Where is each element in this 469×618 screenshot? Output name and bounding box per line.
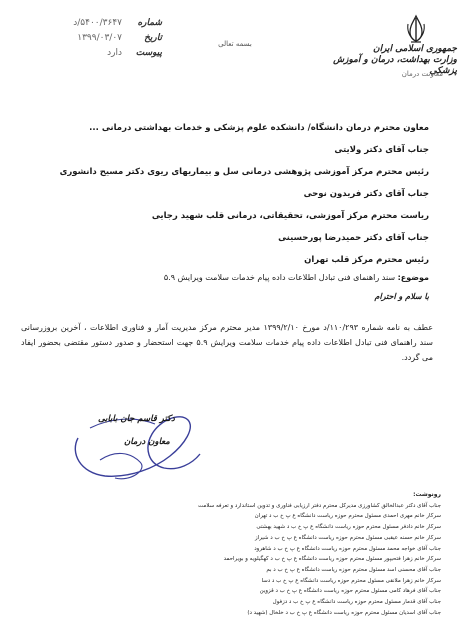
signer-name: دکتر قاسم جان بابایی (98, 414, 175, 424)
copy-line: سرکار خانم زهرا فتحیپور مسئول محترم حوزه ریاست دانشگاه ع پ خ ب د کهگیلویه و بویراحمد (223, 556, 441, 563)
copies-heading: رونوشت: (413, 491, 441, 498)
subject-text: سند راهنمای فنی تبادل اطلاعات داده پیام خدمات سلامت ویرایش ۵.۹ (163, 273, 396, 282)
copy-line: جناب آقای اسدیان مسئول محترم حوزه ریاست دانشگاه ع پ خ ب د خلخال (شهید د) (247, 609, 441, 616)
copy-line: جناب آقای محسنی اسد مسئول محترم حوزه ریاست دانشگاه ع پ خ ب د بم (266, 566, 441, 573)
ministry-line-1: جمهوری اسلامی ایران (372, 44, 457, 54)
subject-line (29, 272, 429, 284)
subject-label: موضوع: (397, 273, 429, 282)
letter-body: عطف به نامه شماره ۱۱۰/۲۹۳/د مورخ ۱۳۹۹/۲/۱۰ مدیر محترم مرکز مدیریت آمار و فناوری اطلاعات ، آخرین بروزرسانی سند راهنمای فنی تبادل اطلاعات داده پیام خدمات سلامت ویرایش ۵.۹ جهت استحضار و صدور دستور مقتضی بحضور ایفاد می گردد. (21, 323, 433, 362)
copy-line: سرکار خانم مهری احمدی مسئول محترم حوزه ریاست دانشگاه ع پ خ ب د تهران (254, 513, 441, 520)
copy-line: جناب آقای قدمار مسئول محترم حوزه ریاست دانشگاه ع پ خ ب د دزفول (272, 599, 441, 606)
addressee-list (29, 117, 429, 271)
meta-label-date: تاریخ (144, 33, 162, 43)
greeting: با سلام و احترام (374, 292, 429, 301)
addressee-line: ریاست محترم مرکز آموزشی، تحقیقاتی، درمانی قلب شهید رجایی (151, 211, 429, 221)
deputy-tag: معاونت درمان (401, 70, 443, 78)
addressee-line: معاون محترم درمان دانشگاه/ دانشکده علوم پزشکی و خدمات بهداشتی درمانی ... (89, 123, 429, 133)
signer-title: معاون درمان (124, 437, 170, 447)
copy-line: جناب آقای فرهاد کامی مسئول محترم حوزه ریاست دانشگاه ع پ خ ب د قزوین (259, 588, 441, 595)
meta-row-attachment (22, 46, 162, 61)
addressee-line: جناب آقای دکتر فریدون نوحی (303, 189, 429, 199)
copy-line: سرکار خانم زهرا ملانقی مسئول محترم حوزه ریاست دانشگاه ع پ خ ب د دسا (261, 577, 441, 584)
meta-label-number: شماره (137, 18, 162, 28)
ministry-line-2: وزارت بهداشت، درمان و آموزش پزشکی (333, 55, 457, 76)
meta-value-number: ۵۴۰۰/۳۶۴۷/د (73, 18, 122, 28)
meta-value-date: ۱۳۹۹/۰۳/۰۷ (77, 33, 122, 43)
meta-value-attachment: دارد (107, 48, 122, 58)
meta-label-attachment: پیوست (135, 48, 162, 58)
meta-row-number (22, 16, 162, 31)
meta-row-date (22, 31, 162, 46)
addressee-line: رئیس محترم مرکز قلب تهران (304, 255, 429, 265)
copy-line: سرکار خانم دادفر مسئول محترم حوزه ریاست دانشگاه ع پ خ ب د شهید بهشتی (256, 524, 441, 531)
copy-line: سرکار خانم حسنه عیقبی مسئول محترم حوزه ریاست دانشگاه ع پ خ ب د شیراز (255, 534, 441, 541)
letter-meta (22, 16, 162, 61)
addressee-line: جناب آقای دکتر ولایتی (334, 145, 429, 155)
copy-recipients (21, 490, 441, 618)
addressee-line: رئیس محترم مرکز آموزشی پژوهشی درمانی سل و بیماریهای ریوی دکتر مسیح دانشوری (59, 167, 429, 177)
addressee-line: جناب آقای دکتر حمیدرضا پورحسینی (278, 233, 429, 243)
copy-line: جناب آقای خواجه محمد مسئول محترم حوزه ریاست دانشگاه ع پ خ ب د شاهرود (254, 545, 441, 552)
basmala: بسمه تعالی (218, 40, 252, 48)
copy-line: جناب آقای دکتر عبدالخالق کشاورزی مدیرکل محترم دفتر ارزیابی فناوری و تدوین استاندارد و تعرفه سلامت (198, 502, 441, 509)
iran-emblem-icon (404, 14, 428, 44)
